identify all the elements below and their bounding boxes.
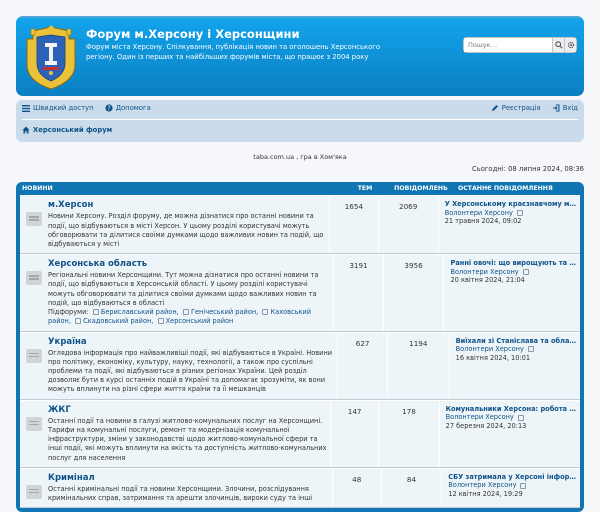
svg-text:?: ?	[107, 105, 111, 113]
subforum-icon	[262, 309, 268, 315]
forum-description: Останні події та новини в галузі житлово-комунальних послуг на Херсонщині. Тарифи на комунальні послуги, ремонт та модернізація комунальної інфраструктури, зміни у законодавстві щодо житлово-комунальної сфери та інші події, які можуть вплинути на якість та доступність житлово-комунальних послуг для населення	[48, 416, 327, 462]
site-description: Форум міста Херсону. Спілкування, публікація новин та оголошень Херсонського регіону. Один із перших та найбільших форумів міста, що працює з 2004 року	[86, 43, 380, 61]
forum-description: Останні кримінальні події та новини Херсонщини. Злочини, розслідування кримінальних справ, затримання та арешти злочинців, вироки суду та інші	[48, 484, 313, 503]
topics-count: 48	[333, 469, 382, 507]
help-label: Допомога	[115, 103, 151, 112]
ad-line[interactable]: taba.com.ua , гра в Хом'яка	[253, 153, 347, 161]
forum-title[interactable]: м.Херсон	[48, 200, 94, 211]
forum-row	[20, 400, 580, 468]
posts-count: 2069	[379, 196, 439, 253]
last-post-title[interactable]: СБУ затримала у Херсоні інфор…	[448, 472, 576, 481]
topics-count: 147	[331, 401, 380, 467]
subforum-icon	[93, 309, 99, 315]
subforum-link[interactable]: Бериславський район,	[100, 308, 179, 317]
subforum-icon	[183, 309, 189, 315]
question-icon	[105, 104, 113, 112]
forum-read-icon	[26, 349, 42, 363]
subforum-icon	[158, 318, 164, 324]
forum-description: Регіональні новини Херсонщини. Тут можна дізнатися про останні новини та події, що відбуваються в Херсонській області. У цьому розділі користувачі можуть обговорювати та ділитися своїми думками щодо важливих новин та подій, що відбуваються в області	[48, 271, 319, 307]
pencil-icon	[491, 104, 499, 112]
quick-access-menu[interactable]	[22, 104, 94, 113]
view-latest-icon[interactable]	[517, 210, 523, 216]
last-post-author[interactable]: Волонтери Херсону	[455, 345, 524, 354]
site-title[interactable]: Форум м.Херсону і Херсонщини	[86, 27, 300, 41]
subforum-link[interactable]: Генічеський район,	[190, 308, 259, 317]
forum-title[interactable]: Кримінал	[48, 472, 95, 483]
advanced-search-button[interactable]	[564, 38, 576, 52]
last-post-title[interactable]: Ранні овочі: що вирощують та …	[450, 259, 576, 268]
forum-read-icon	[26, 485, 42, 499]
topics-count: 3191	[334, 255, 383, 330]
help-link[interactable]	[105, 104, 151, 113]
view-latest-icon[interactable]	[528, 346, 534, 352]
header-topics: ТЕМ	[357, 184, 373, 192]
posts-count: 84	[382, 469, 443, 507]
home-icon	[22, 126, 30, 134]
subforum-link[interactable]: Скадовський район,	[83, 317, 154, 326]
forum-read-icon	[26, 417, 42, 431]
forum-title[interactable]: ЖКГ	[48, 404, 71, 415]
forum-description: Новини Херсону. Розділ форуму, де можна дізнатися про останні новини та події, що відбуваються в місті Херсон. У цьому розділі користувачі можуть обговорювати та ділитися своїми думками щодо важливих новин та подій, що відбуваються у місті	[48, 212, 324, 248]
last-post-date: 21 травня 2024, 09:02	[444, 217, 522, 226]
last-post-author[interactable]: Волонтери Херсону	[444, 208, 513, 217]
search-input[interactable]	[464, 38, 552, 52]
forum-read-icon	[26, 271, 42, 285]
last-post-author[interactable]: Волонтери Херсону	[445, 413, 514, 422]
site-header	[16, 16, 584, 96]
subforum-icon	[75, 318, 81, 324]
search-box	[464, 38, 576, 52]
topics-count: 627	[338, 333, 388, 399]
forum-row	[20, 195, 580, 254]
kherson-coat-of-arms-logo[interactable]	[25, 25, 77, 91]
gear-icon	[567, 41, 575, 49]
subforum-link[interactable]: Каховський район,	[48, 308, 312, 326]
quick-access-label: Швидкий доступ	[33, 104, 94, 113]
forum-description: Оглядова інформація про найважливіші події, які відбуваються в Україні. Новини про політику, економіку, культуру, науку, технології, а також про суспільні проблеми та події, які відбуваються в різних регіонах України. Цей розділ дозволяє бути в курсі останніх подій в Україні та допомагає зрозуміти, як вони можуть вплинути на різні сфери життя країни та її мешканців	[48, 348, 333, 394]
forum-title[interactable]: Україна	[48, 336, 87, 347]
last-post-author[interactable]: Волонтери Херсону	[448, 481, 517, 490]
forum-read-icon	[26, 212, 42, 226]
register-label: Реєстрація	[501, 103, 541, 112]
posts-count: 1194	[388, 333, 450, 399]
last-post-title[interactable]: У Херсонському краєзнавчому м…	[444, 200, 576, 209]
last-post-date: 16 квітня 2024, 10:01	[455, 353, 531, 362]
topics-count: 1654	[330, 196, 378, 253]
breadcrumb-label: Херсонський форум	[33, 126, 113, 135]
nav-panel	[16, 100, 584, 142]
forum-row	[20, 254, 580, 331]
forum-table-header	[20, 182, 580, 195]
view-latest-icon[interactable]	[520, 483, 526, 489]
subforums-label: Підфоруми:	[48, 308, 89, 317]
view-latest-icon[interactable]	[523, 269, 529, 275]
login-icon	[552, 104, 560, 112]
hamburger-icon	[22, 105, 30, 113]
last-post-date: 20 квітня 2024, 21:04	[450, 276, 525, 285]
header-last-post: ОСТАННЄ ПОВІДОМЛЕННЯ	[458, 184, 553, 192]
view-latest-icon[interactable]	[518, 415, 524, 421]
register-link[interactable]	[491, 104, 541, 113]
forum-row	[20, 468, 580, 508]
last-post-date: 27 березня 2024, 20:13	[445, 421, 527, 430]
last-post-title[interactable]: Виїхали зі Станіслава та обла…	[455, 336, 576, 345]
login-link[interactable]	[552, 104, 578, 113]
search-button[interactable]	[552, 38, 564, 52]
subforums	[48, 308, 330, 326]
posts-count: 178	[379, 401, 439, 467]
current-date: Сьогодні: 08 липня 2024, 08:36	[471, 165, 584, 174]
forum-title[interactable]: Херсонська область	[48, 259, 148, 270]
forum-row	[20, 332, 580, 400]
posts-count: 3956	[384, 255, 445, 330]
header-posts: ПОВІДОМЛЕНЬ	[394, 184, 448, 192]
subforum-link[interactable]: Херсонський район	[165, 317, 234, 326]
login-label: Вхід	[562, 103, 578, 112]
header-news[interactable]: НОВИНИ	[22, 184, 53, 192]
last-post-date: 12 квітня 2024, 19:29	[448, 489, 523, 498]
search-icon	[555, 41, 563, 49]
last-post-author[interactable]: Волонтери Херсону	[450, 267, 519, 276]
last-post-title[interactable]: Комунальники Херсона: робота …	[445, 404, 576, 413]
forum-list	[16, 182, 584, 512]
breadcrumb-home[interactable]	[22, 126, 112, 135]
